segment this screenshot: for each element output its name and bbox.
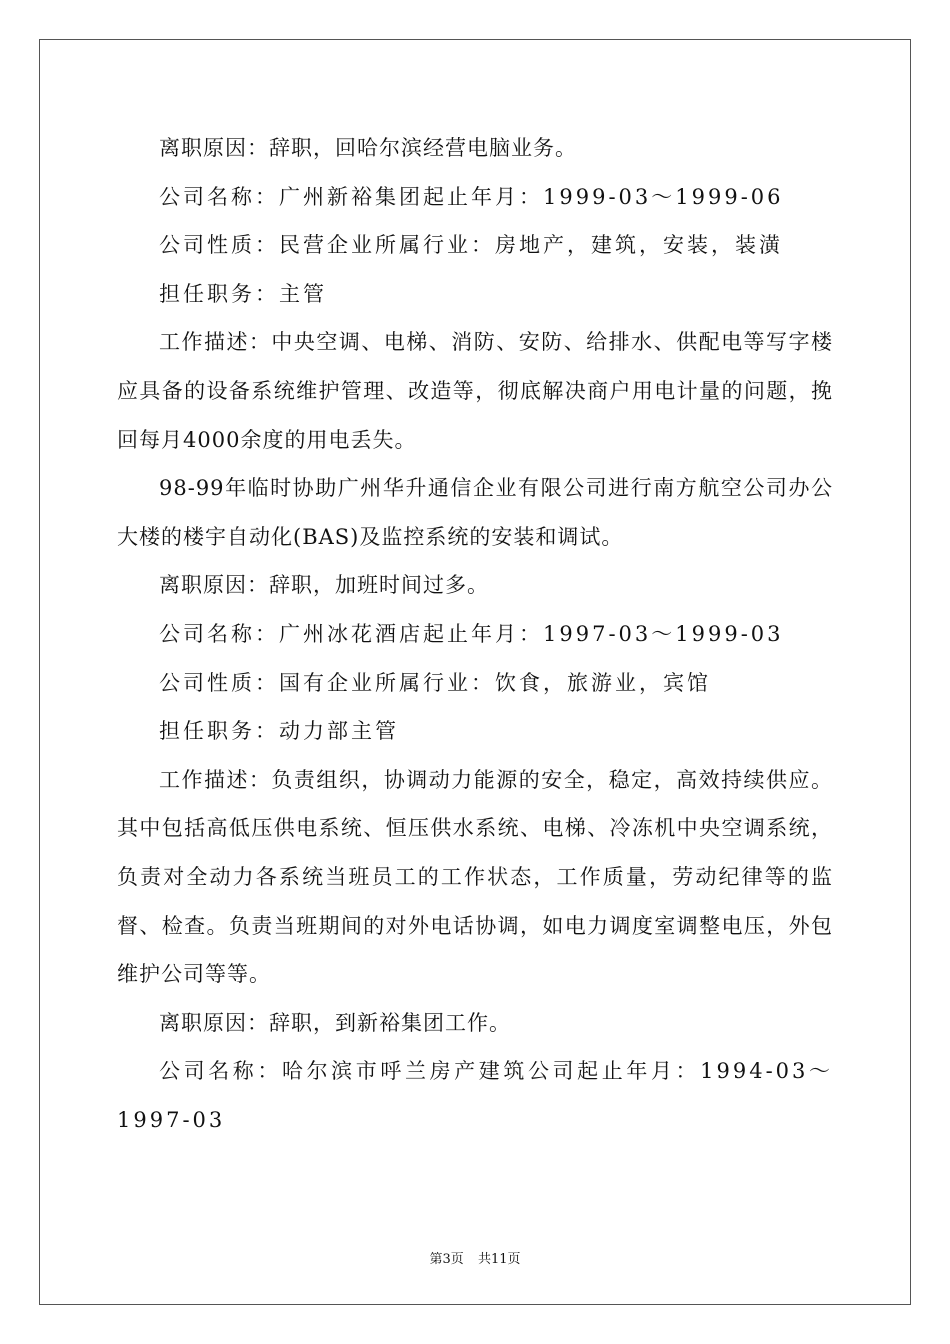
paragraph-company-name-3: 公司名称：哈尔滨市呼兰房产建筑公司起止年月：1994-03～1997-03: [117, 1059, 833, 1132]
paragraph-company-type-2: 公司性质：国有企业所属行业：饮食，旅游业，宾馆: [159, 670, 711, 695]
page-number: 第3页: [429, 1252, 464, 1267]
paragraph-company-name-2: 公司名称：广州冰花酒店起止年月：1997-03～1999-03: [159, 621, 784, 646]
paragraph-position-2: 担任职务：动力部主管: [159, 719, 399, 744]
paragraph-company-name-1: 公司名称：广州新裕集团起止年月：1999-03～1999-06: [159, 184, 784, 209]
paragraph-job-description-2: 工作描述：负责组织，协调动力能源的安全，稳定，高效持续供应。其中包括高低压供电系统、恒压供水系统、电梯、冷冻机中央空调系统，负责对全动力各系统当班员工的工作状态，工作质量，劳动纪律等的监督、检查。负责当班期间的对外电话协调，如电力调度室调整电压，外包维护公司等等。: [117, 767, 833, 987]
paragraph-job-description-1: 工作描述：中央空调、电梯、消防、安防、给排水、供配电等写字楼应具备的设备系统维护管理、改造等，彻底解决商户用电计量的问题，挽回每月4000余度的用电丢失。: [117, 330, 833, 452]
paragraph-company-type-1: 公司性质：民营企业所属行业：房地产，建筑，安装，装潢: [159, 233, 783, 258]
paragraph-leave-reason-3: 离职原因：辞职，到新裕集团工作。: [159, 1010, 511, 1035]
paragraph-leave-reason-1: 离职原因：辞职，回哈尔滨经营电脑业务。: [159, 136, 577, 160]
paragraph-position-1: 担任职务：主管: [159, 281, 327, 306]
document-body: [117, 124, 833, 1144]
paragraph-assist-project: 98-99年临时协助广州华升通信企业有限公司进行南方航空公司办公大楼的楼宇自动化(BAS)及监控系统的安装和调试。: [117, 476, 833, 549]
page-footer: [0, 1248, 950, 1267]
paragraph-leave-reason-2: 离职原因：辞职，加班时间过多。: [159, 573, 489, 598]
page-total: 共11页: [477, 1252, 521, 1267]
